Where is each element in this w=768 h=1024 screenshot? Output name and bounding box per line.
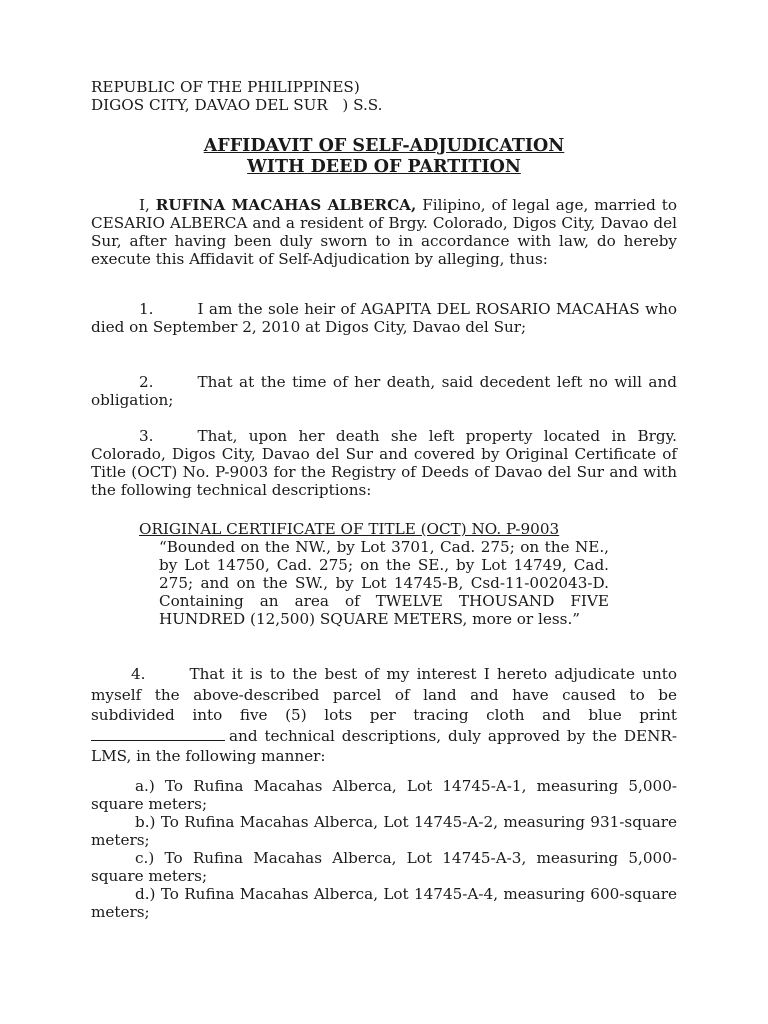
lot-label: b.) bbox=[135, 813, 156, 831]
venue-block bbox=[91, 78, 382, 114]
affiant-name: RUFINA MACAHAS ALBERCA, bbox=[155, 196, 417, 214]
lot-label: c.) bbox=[135, 849, 155, 867]
intro-paragraph bbox=[91, 196, 677, 268]
lot-text: To Rufina Macahas Alberca, Lot 14745-A-3, measuring 5,000-square meters; bbox=[91, 849, 677, 885]
paragraph-number: 1. bbox=[139, 300, 154, 318]
technical-description: “Bounded on the NW., by Lot 3701, Cad. 275; on the NE., by Lot 14750, Cad. 275; on the SE., by Lot 14749, Cad. 275; and on the SW., by Lot 14745-B, Csd-11-002043-D. Containing an area of TWELVE THOUSAND FIVE HUNDRED (12,500) SQUARE METERS, more or less.” bbox=[159, 538, 609, 628]
lot-text: To Rufina Macahas Alberca, Lot 14745-A-4, measuring 600-square meters; bbox=[91, 885, 678, 921]
paragraph-text: That at the time of her death, said decedent left no will and obligation; bbox=[91, 373, 677, 409]
lot-text: To Rufina Macahas Alberca, Lot 14745-A-2, measuring 931-square meters; bbox=[91, 813, 678, 849]
intro-text: Filipino, of legal age, married to CESARIO ALBERCA and a resident of Brgy. Colorado, Digos City, Davao del Sur, after having been duly sworn to in accordance with law, do hereby execute this Affidavit of Self-Adjudication by alleging, thus: bbox=[91, 196, 678, 268]
lot-text: To Rufina Macahas Alberca, Lot 14745-A-1, measuring 5,000-square meters; bbox=[91, 777, 678, 813]
paragraph-2 bbox=[91, 373, 677, 409]
lot-item-d bbox=[91, 885, 677, 921]
paragraph-number: 3. bbox=[139, 427, 154, 445]
paragraph-3 bbox=[91, 427, 677, 499]
lot-label: a.) bbox=[135, 777, 155, 795]
paragraph-number: 2. bbox=[139, 373, 154, 391]
paragraph-text: That, upon her death she left property located in Brgy. Colorado, Digos City, Davao del Sur and covered by Original Certificate of Title (OCT) No. P-9003 for the Registry of Deeds of Davao del Sur and with the following technical descriptions: bbox=[91, 427, 677, 499]
paragraph-1 bbox=[91, 300, 677, 336]
venue-line-republic: REPUBLIC OF THE PHILIPPINES) bbox=[91, 78, 360, 96]
paragraph-text: I am the sole heir of AGAPITA DEL ROSARIO MACAHAS who died on September 2, 2010 at Digos City, Davao del Sur; bbox=[91, 300, 677, 336]
document-title-line2: WITH DEED OF PARTITION bbox=[247, 157, 521, 177]
paragraph-number: 4. bbox=[131, 665, 146, 683]
paragraph-text-b: and technical descriptions, duly approved by the DENR-LMS, in the following manner: bbox=[91, 726, 677, 765]
venue-line-city: DIGOS CITY, DAVAO DEL SUR ) S.S. bbox=[91, 96, 383, 114]
intro-pronoun: I, bbox=[139, 196, 150, 214]
lot-item-c bbox=[91, 849, 677, 885]
paragraph-4 bbox=[91, 664, 677, 767]
document-title-line1: AFFIDAVIT OF SELF-ADJUDICATION bbox=[203, 136, 565, 156]
blank-line bbox=[91, 726, 225, 741]
paragraph-text-a: That it is to the best of my interest I hereto adjudicate unto myself the above-described parcel of land and have caused to be subdivided into five (5) lots per tracing cloth and blue print bbox=[91, 665, 677, 724]
lot-label: d.) bbox=[135, 885, 156, 903]
lot-item-a bbox=[91, 777, 677, 813]
lot-item-b bbox=[91, 813, 677, 849]
oct-heading: ORIGINAL CERTIFICATE OF TITLE (OCT) NO. P-9003 bbox=[139, 520, 560, 538]
